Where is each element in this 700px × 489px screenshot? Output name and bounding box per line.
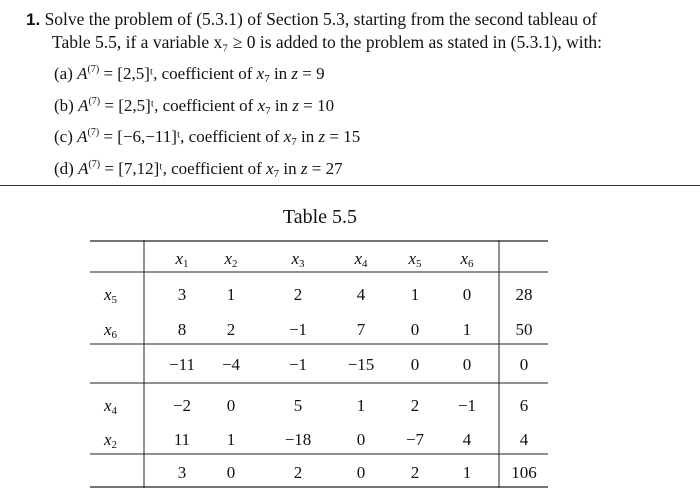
rhs-cell: 4 <box>519 430 529 449</box>
tableau-cell: 1 <box>462 320 472 339</box>
objective-cell: 0 <box>462 355 472 374</box>
tableau-cell: 1 <box>226 430 236 449</box>
part-vector: [7,12]ᵗ <box>118 158 163 178</box>
problem-number: 1. <box>26 10 41 29</box>
objective-cell: −4 <box>221 355 241 374</box>
statement-line-1: Solve the problem of (5.3.1) of Section 5.3, starting from the second tableau of <box>44 9 598 29</box>
table-caption: Table 5.5 <box>282 206 358 228</box>
tableau-cell: −2 <box>172 396 192 415</box>
tableau-cell: 7 <box>356 320 366 339</box>
column-header: $x_2$ <box>224 249 238 270</box>
tableau-cell: 2 <box>293 285 303 304</box>
tableau-cell: −1 <box>288 320 308 339</box>
tableau-cell: 11 <box>173 430 191 449</box>
column-header: $x_6$ <box>460 249 474 270</box>
objective-cell: −11 <box>169 355 195 374</box>
section-divider <box>0 185 700 186</box>
basis-variable: $x_6$ <box>104 320 118 341</box>
column-header: $x_5$ <box>408 249 422 270</box>
part-coefficient: 15 <box>343 127 361 146</box>
column-header: $x_3$ <box>291 249 305 270</box>
problem-parts <box>26 59 686 185</box>
rhs-cell: 6 <box>519 396 529 415</box>
tableau-cell: 2 <box>226 320 236 339</box>
tableau-cell: 0 <box>226 396 236 415</box>
basis-variable: $x_4$ <box>104 396 118 417</box>
tableau-cell: 0 <box>410 320 420 339</box>
column-header: $x_1$ <box>175 249 189 270</box>
part-label: (c) <box>54 127 73 146</box>
tableau-cell: 4 <box>356 285 366 304</box>
rhs-cell: 28 <box>515 285 533 304</box>
objective-cell: 0 <box>410 355 420 374</box>
statement-line-2: Table 5.5, if a variable x₇ ≥ 0 is added to the problem as stated in (5.3.1), with: <box>52 32 603 52</box>
part-label: (a) <box>54 64 73 83</box>
tableau-cell: 3 <box>177 285 187 304</box>
tableau-cell: 0 <box>462 285 472 304</box>
tableau-cell: 1 <box>226 285 236 304</box>
tableau-cell: −18 <box>284 430 312 449</box>
part-vector: [−6,−11]ᵗ <box>117 127 181 146</box>
tableau-cell: 0 <box>356 430 366 449</box>
basis-variable: $x_2$ <box>104 430 118 451</box>
problem-part: (a) $A^{(7)}$ = [2,5]ᵗ, coefficient of $x_7$ in z = 9 <box>54 64 325 85</box>
objective-cell: −1 <box>288 355 308 374</box>
problem-statement <box>26 8 686 185</box>
part-coefficient: 9 <box>316 64 325 83</box>
part-coefficient: 10 <box>317 95 335 115</box>
problem-part: (d) $A^{(7)}$ = [7,12]ᵗ, coefficient of $x_7$ in z = 27 <box>54 158 343 180</box>
objective-rhs-cell: 106 <box>511 463 537 482</box>
objective-rhs-cell: 0 <box>519 355 529 374</box>
simplex-tableau <box>90 240 548 488</box>
tableau-cell: −7 <box>405 430 425 449</box>
problem-part: (b) $A^{(7)}$ = [2,5]ᵗ, coefficient of $x_7$ in z = 10 <box>54 95 335 117</box>
tableau-cell: 1 <box>356 396 366 415</box>
objective-cell: 2 <box>293 463 303 482</box>
objective-cell: 2 <box>410 463 420 482</box>
part-label: (b) <box>54 95 74 115</box>
part-coefficient: 27 <box>325 158 343 178</box>
part-vector: [2,5]ᵗ <box>118 95 155 115</box>
column-header: $x_4$ <box>354 249 368 270</box>
part-label: (d) <box>54 158 74 178</box>
part-vector: [2,5]ᵗ <box>117 64 154 83</box>
tableau-cell: 1 <box>410 285 420 304</box>
objective-cell: 0 <box>226 463 236 482</box>
tableau-cell: −1 <box>457 396 477 415</box>
objective-cell: −15 <box>347 355 375 374</box>
problem-part: (c) $A^{(7)}$ = [−6,−11]ᵗ, coefficient of $x_7$ in z = 15 <box>54 127 361 148</box>
objective-cell: 1 <box>462 463 472 482</box>
basis-variable: $x_5$ <box>104 285 118 306</box>
objective-cell: 0 <box>356 463 366 482</box>
tableau-cell: 4 <box>462 430 472 449</box>
tableau-cell: 8 <box>177 320 187 339</box>
tableau-cell: 5 <box>293 396 303 415</box>
objective-cell: 3 <box>177 463 187 482</box>
rhs-cell: 50 <box>515 320 533 339</box>
tableau-cell: 2 <box>410 396 420 415</box>
